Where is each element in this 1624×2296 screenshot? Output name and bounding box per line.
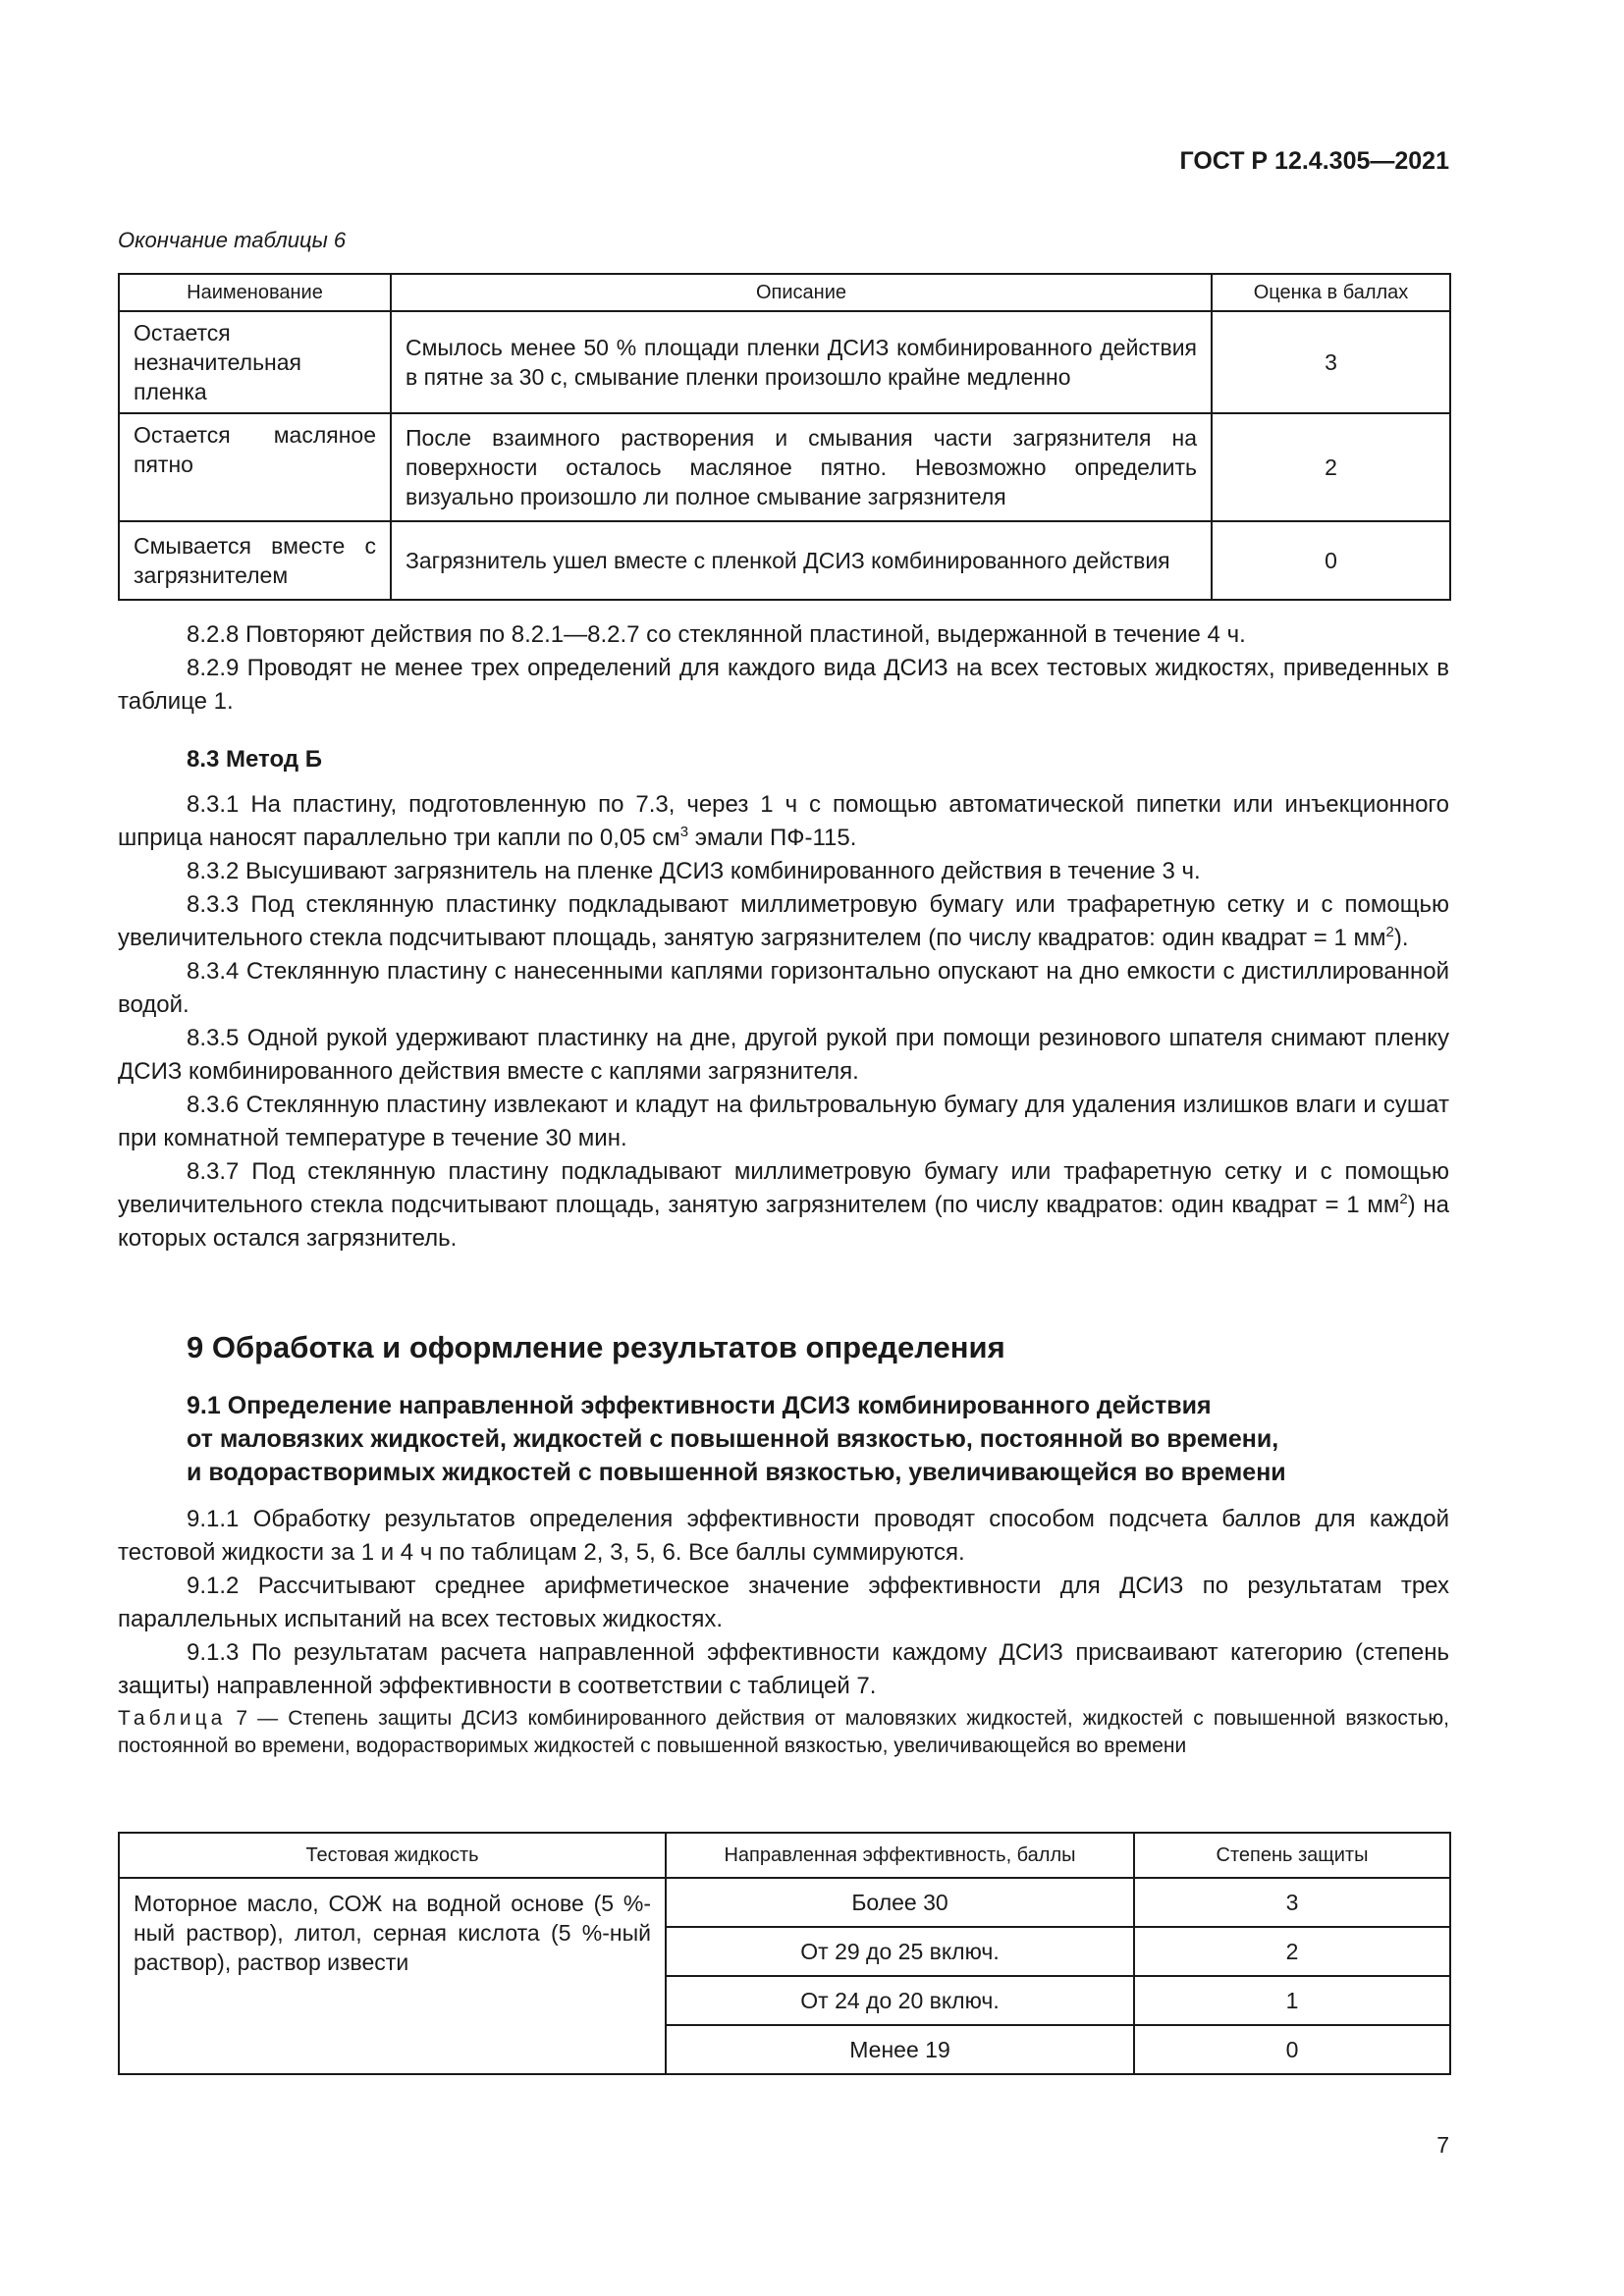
table-row [119,311,1450,413]
table-row [119,521,1450,600]
paragraph-8-3-7-text: 8.3.7 Под стеклянную пластину подкладывают миллиметровую бумагу или трафаретную сетку и с помощью увеличительного стекла подсчитывают площадь, занятую загрязнителем (по числу квадратов: один квадрат = 1 мм [118,1158,1449,1218]
table7-cell-protection: 3 [1134,1878,1450,1927]
table7-header-efficiency: Направленная эффективность, баллы [666,1833,1134,1878]
paragraph-9-1-2: 9.1.2 Рассчитывают среднее арифметическое значение эффективности для ДСИЗ по результатам трех параллельных испытаний на всех тестовых жидкостях. [118,1573,1449,1632]
table7-cell-protection: 2 [1134,1927,1450,1976]
table7-cell-protection: 1 [1134,1976,1450,2025]
superscript: 2 [1385,924,1394,940]
table7-caption [118,1705,1449,1760]
subsection-9-1-heading-line: и водорастворимых жидкостей с повышенной вязкостью, увеличивающейся во времени [187,1459,1286,1486]
paragraph-9-1-3: 9.1.3 По результатам расчета направленной эффективности каждому ДСИЗ присваивают категорию (степень защиты) направленной эффективности в соответствии с таблицей 7. [118,1639,1449,1699]
paragraph-8-3-7-tail: ) на которых остался загрязнитель. [118,1192,1449,1252]
paragraph-9-1-1: 9.1.1 Обработку результатов определения эффективности проводят способом подсчета баллов для каждой тестовой жидкости за 1 и 4 ч по таблицам 2, 3, 5, 6. Все баллы суммируются. [118,1506,1449,1566]
paragraph-8-3-3-tail: ). [1393,925,1409,951]
paragraph-8-3-3-text: 8.3.3 Под стеклянную пластинку подкладывают миллиметровую бумагу или трафаретную сетку и с помощью увеличительного стекла подсчитывают площадь, занятую загрязнителем (по числу квадратов: один квадрат = 1 мм [118,891,1449,951]
paragraph-8-3-5: 8.3.5 Одной рукой удерживают пластинку на дне, другой рукой при помощи резинового шпателя снимают пленку ДСИЗ комбинированного действия вместе с каплями загрязнителя. [118,1025,1449,1085]
table6-cell-score: 0 [1212,521,1450,600]
table6-cell-description: Смылось менее 50 % площади пленки ДСИЗ комбинированного действия в пятне за 30 с, смывание пленки произошло крайне медленно [391,311,1212,413]
superscript: 3 [679,824,689,840]
paragraph-8-3-3 [118,888,1449,955]
table7 [118,1832,1451,2075]
table7-header-row [119,1833,1450,1878]
table7-cell-efficiency: Более 30 [666,1878,1134,1927]
subsection-9-1-heading-line: 9.1 Определение направленной эффективности ДСИЗ комбинированного действия [187,1392,1212,1419]
table-row [119,413,1450,521]
table6-cell-description: После взаимного растворения и смывания части загрязнителя на поверхности осталось масляное пятно. Невозможно определить визуально произошло ли полное смывание загрязнителя [391,413,1212,521]
table6-cell-name: Остается масляное пятно [119,413,391,521]
table6-header-row [119,274,1450,311]
table6-header-description: Описание [391,274,1212,311]
table7-header-fluid: Тестовая жидкость [119,1833,666,1878]
paragraph-8-3-4: 8.3.4 Стеклянную пластину с нанесенными каплями горизонтально опускают на дно емкости с дистиллированной водой. [118,958,1449,1018]
table6 [118,273,1451,601]
paragraphs-8-2 [118,618,1449,719]
superscript: 2 [1399,1191,1408,1207]
table7-caption-label: Таблица [118,1707,227,1730]
table7-caption-text: 7 — Степень защиты ДСИЗ комбинированного действия от маловязких жидкостей, жидкостей с повышенной вязкостью, постоянной во времени, водорастворимых жидкостей с повышенной вязкостью, увеличивающейся во времени [118,1707,1449,1757]
paragraph-8-3-7 [118,1155,1449,1255]
table6-header-score: Оценка в баллах [1212,274,1450,311]
paragraph-8-3-1 [118,788,1449,855]
section-9-paragraphs [118,1503,1449,1703]
paragraph-8-2-9: 8.2.9 Проводят не менее трех определений для каждого вида ДСИЗ на всех тестовых жидкостях, приведенных в таблице 1. [118,655,1449,715]
table-row [119,1878,1450,1927]
subsection-9-1-heading [118,1389,1449,1489]
table7-cell-efficiency: Менее 19 [666,2025,1134,2074]
method-b-section [118,743,1449,1255]
paragraph-8-3-6: 8.3.6 Стеклянную пластину извлекают и кладут на фильтровальную бумагу для удаления излишков влаги и сушат при комнатной температуре в течение 30 мин. [118,1092,1449,1151]
table7-cell-efficiency: От 29 до 25 включ. [666,1927,1134,1976]
paragraph-8-3-2: 8.3.2 Высушивают загрязнитель на пленке ДСИЗ комбинированного действия в течение 3 ч. [187,858,1201,884]
paragraph-8-2-8: 8.2.8 Повторяют действия по 8.2.1—8.2.7 со стеклянной пластиной, выдержанной в течение 4 ч. [187,621,1246,648]
table7-header-protection: Степень защиты [1134,1833,1450,1878]
method-b-heading: 8.3 Метод Б [187,746,322,773]
table7-cell-fluid: Моторное масло, СОЖ на водной основе (5 %-ный раствор), литол, серная кислота (5 %-ный раствор), раствор извести [119,1878,666,2074]
paragraph-8-3-1-text: 8.3.1 На пластину, подготовленную по 7.3, через 1 ч с помощью автоматической пипетки или инъекционного шприца наносят параллельно три капли по 0,05 см [118,791,1449,851]
table6-cell-name: Смывается вместе с загрязнителем [119,521,391,600]
table6-caption: Окончание таблицы 6 [118,228,347,252]
table6-cell-score: 2 [1212,413,1450,521]
table6-cell-name: Остается незначительная пленка [119,311,391,413]
section-9-heading: 9 Обработка и оформление результатов определения [187,1330,1005,1364]
table7-cell-efficiency: От 24 до 20 включ. [666,1976,1134,2025]
document-code: ГОСТ Р 12.4.305—2021 [1179,147,1449,175]
section-9 [118,1328,1449,1703]
table6-cell-score: 3 [1212,311,1450,413]
table6-header-name: Наименование [119,274,391,311]
subsection-9-1-heading-line: от маловязких жидкостей, жидкостей с повышенной вязкостью, постоянной во времени, [187,1425,1279,1453]
page-number: 7 [1436,2132,1449,2158]
paragraph-8-3-1-tail: эмали ПФ-115. [688,825,857,851]
table6-cell-description: Загрязнитель ушел вместе с пленкой ДСИЗ комбинированного действия [391,521,1212,600]
table7-cell-protection: 0 [1134,2025,1450,2074]
